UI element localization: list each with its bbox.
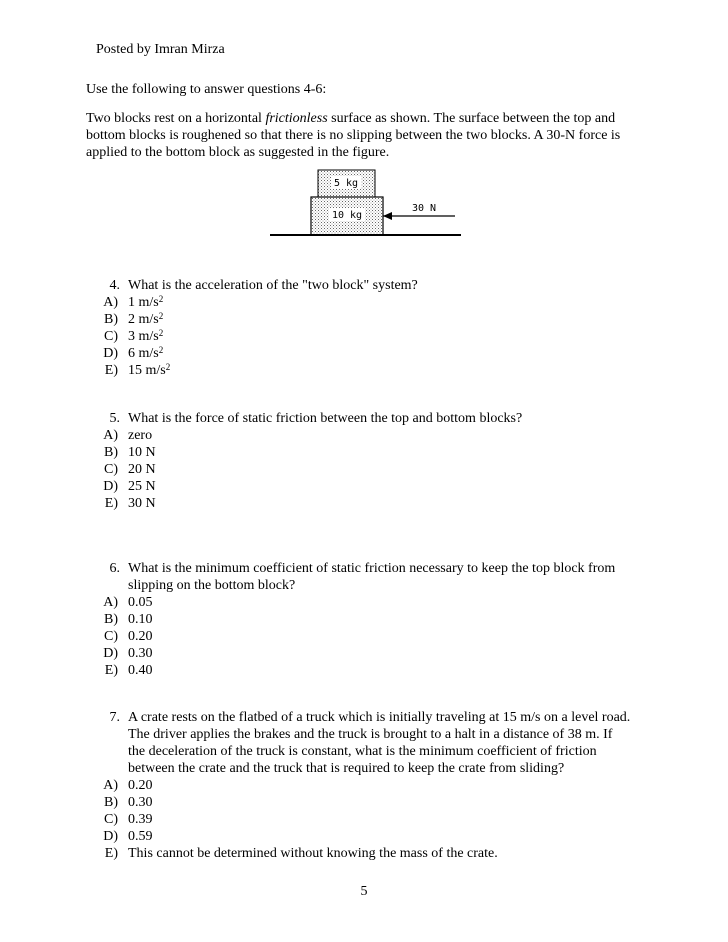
- force-arrow-head: [383, 212, 392, 220]
- bottom-block-label: 10 kg: [331, 210, 363, 221]
- posted-by-line: Posted by Imran Mirza: [96, 42, 225, 57]
- top-block-label: 5 kg: [333, 178, 359, 189]
- force-label: 30 N: [411, 203, 437, 214]
- intro-line-3: applied to the bottom block as suggested in the figure.: [86, 145, 390, 160]
- question-text-line-2: slipping on the bottom block?: [128, 578, 296, 593]
- intro-line-1: Two blocks rest on a horizontal frictionless surface as shown. The surface between the top and: [86, 111, 616, 126]
- answer-option-text: 0.10: [128, 612, 153, 627]
- answer-option-text: 0.20: [128, 778, 153, 793]
- question-text: What is the acceleration of the "two block" system?: [128, 278, 418, 293]
- two-blocks-figure: [270, 168, 465, 240]
- emphasis-frictionless: frictionless: [265, 111, 328, 126]
- answer-option-letter: D): [103, 479, 118, 494]
- answer-option-text: 0.30: [128, 795, 153, 810]
- answer-option-text: 0.59: [128, 829, 153, 844]
- answer-option-text: 0.05: [128, 595, 153, 610]
- answer-option-text: 0.20: [128, 629, 153, 644]
- answer-option-letter: C): [104, 812, 118, 827]
- question-text-line-4: between the crate and the truck that is required to keep the crate from sliding?: [128, 761, 565, 776]
- answer-option-letter: A): [103, 595, 118, 610]
- answer-option-text: zero: [128, 428, 153, 443]
- answer-option-letter: B): [104, 445, 118, 460]
- question-text: What is the force of static friction between the top and bottom blocks?: [128, 411, 523, 426]
- answer-option-letter: A): [103, 428, 118, 443]
- question-number: 5.: [109, 411, 120, 426]
- answer-option-letter: E): [104, 846, 118, 861]
- answer-option-letter: C): [104, 462, 118, 477]
- answer-option-letter: B): [104, 795, 118, 810]
- answer-option-text: 0.40: [128, 663, 153, 678]
- answer-option-text: 30 N: [128, 496, 156, 511]
- answer-option-text: This cannot be determined without knowing the mass of the crate.: [128, 846, 498, 861]
- answer-option-letter: D): [103, 646, 118, 661]
- question-text-line-2: The driver applies the brakes and the truck is brought to a halt in a distance of 38 m. If: [128, 727, 613, 742]
- answer-option-text: 25 N: [128, 479, 156, 494]
- answer-option-letter: E): [104, 663, 118, 678]
- answer-option-letter: B): [104, 612, 118, 627]
- question-text-line-1: A crate rests on the flatbed of a truck which is initially traveling at 15 m/s on a level road.: [128, 710, 631, 725]
- answer-option-text: 10 N: [128, 445, 156, 460]
- question-number: 7.: [109, 710, 120, 725]
- answer-option-letter: D): [103, 829, 118, 844]
- answer-option-text: 20 N: [128, 462, 156, 477]
- question-text-line-3: the deceleration of the truck is constant, what is the minimum coefficient of friction: [128, 744, 597, 759]
- answer-option-text: 0.39: [128, 812, 153, 827]
- instruction-line: Use the following to answer questions 4-6:: [86, 82, 327, 97]
- question-number: 4.: [109, 278, 120, 293]
- answer-option-text: 0.30: [128, 646, 153, 661]
- answer-option-letter: C): [104, 629, 118, 644]
- answer-option-letter: E): [104, 496, 118, 511]
- answer-option-letter: A): [103, 778, 118, 793]
- question-text-line-1: What is the minimum coefficient of static friction necessary to keep the top block from: [128, 561, 616, 576]
- question-number: 6.: [109, 561, 120, 576]
- page-number: 5: [360, 884, 368, 899]
- intro-line-2: bottom blocks is roughened so that there is no slipping between the two blocks. A 30-N force is: [86, 128, 621, 143]
